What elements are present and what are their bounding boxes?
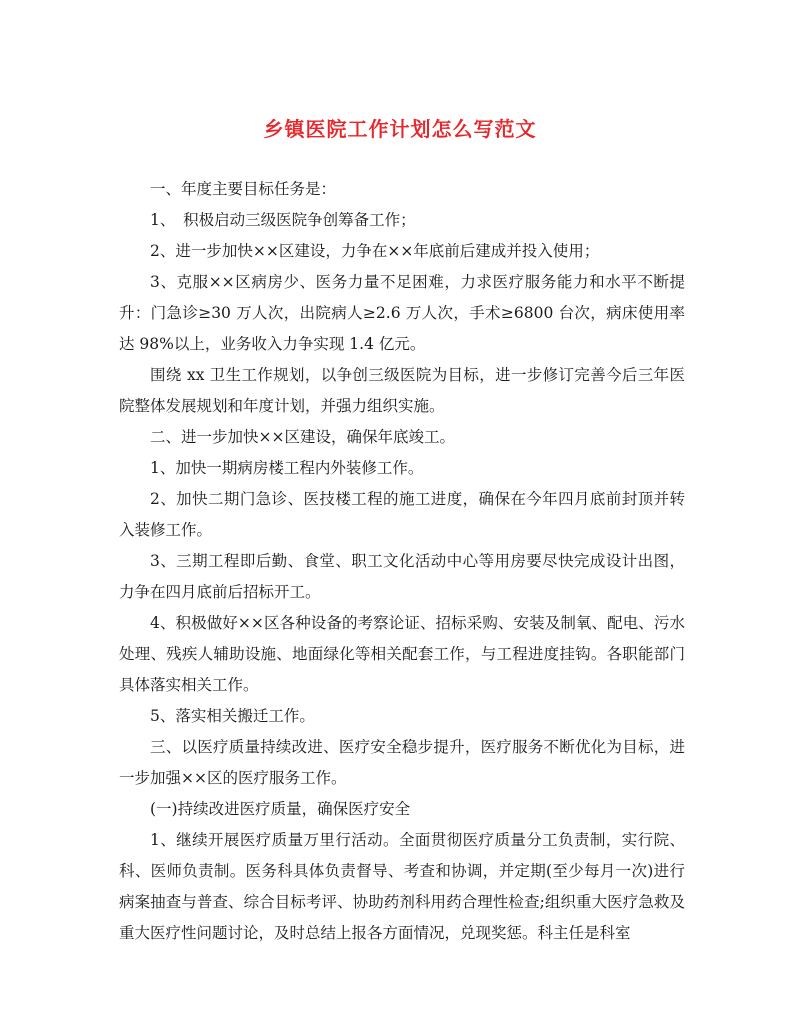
paragraph: 2、进一步加快××区建设，力争在××年底前后建成并投入使用； — [150, 242, 600, 260]
document-title: 乡镇医院工作计划怎么写范文 — [263, 117, 537, 141]
paragraph: 1、加快一期病房楼工程内外装修工作。 — [150, 459, 424, 477]
paragraph: 围绕 xx 卫生工作规划，以争创三级医院为目标，进一步修订完善今后三年医院整体发展规划和年度计划，并强力组织实施。 — [119, 366, 685, 415]
paragraph: 2、加快二期门急诊、医技楼工程的施工进度，确保在今年四月底前封顶并转入装修工作。 — [119, 490, 685, 539]
paragraph: 二、进一步加快××区建设，确保年底竣工。 — [150, 428, 455, 446]
paragraph: 1、继续开展医疗质量万里行活动。全面贯彻医疗质量分工负责制，实行院、科、医师负责制。医务科具体负责督导、考查和协调，并定期(至少每月一次)进行病案抽查与普查、综合目标考评、协助药剂科用药合理性检查;组织重大医疗急救及重大医疗性问题讨论，及时总结上报各方面情况，兑现奖惩。科主任是科室 — [119, 831, 685, 942]
paragraph: 1、 积极启动三级医院争创筹备工作； — [150, 211, 416, 229]
paragraph: 3、克服××区病房少、医务力量不足困难，力求医疗服务能力和水平不断提升：门急诊≥30 万人次，出院病人≥2.6 万人次，手术≥6800 台次，病床使用率达 98%以上，业务收入力争实现 1.4 亿元。 — [119, 273, 685, 353]
paragraph: 3、三期工程即后勤、食堂、职工文化活动中心等用房要尽快完成设计出图，力争在四月底前后招标开工。 — [119, 552, 685, 601]
paragraph: (一)持续改进医疗质量，确保医疗安全 — [150, 800, 411, 818]
paragraph: 4、积极做好××区各种设备的考察论证、招标采购、安装及制氧、配电、污水处理、残疾人辅助设施、地面绿化等相关配套工作，与工程进度挂钩。各职能部门具体落实相关工作。 — [119, 614, 685, 694]
paragraph: 一、年度主要目标任务是： — [150, 180, 337, 198]
document-body — [119, 174, 685, 949]
paragraph: 5、落实相关搬迁工作。 — [150, 707, 315, 725]
paragraph: 三、以医疗质量持续改进、医疗安全稳步提升，医疗服务不断优化为目标，进一步加强××区的医疗服务工作。 — [119, 738, 685, 787]
